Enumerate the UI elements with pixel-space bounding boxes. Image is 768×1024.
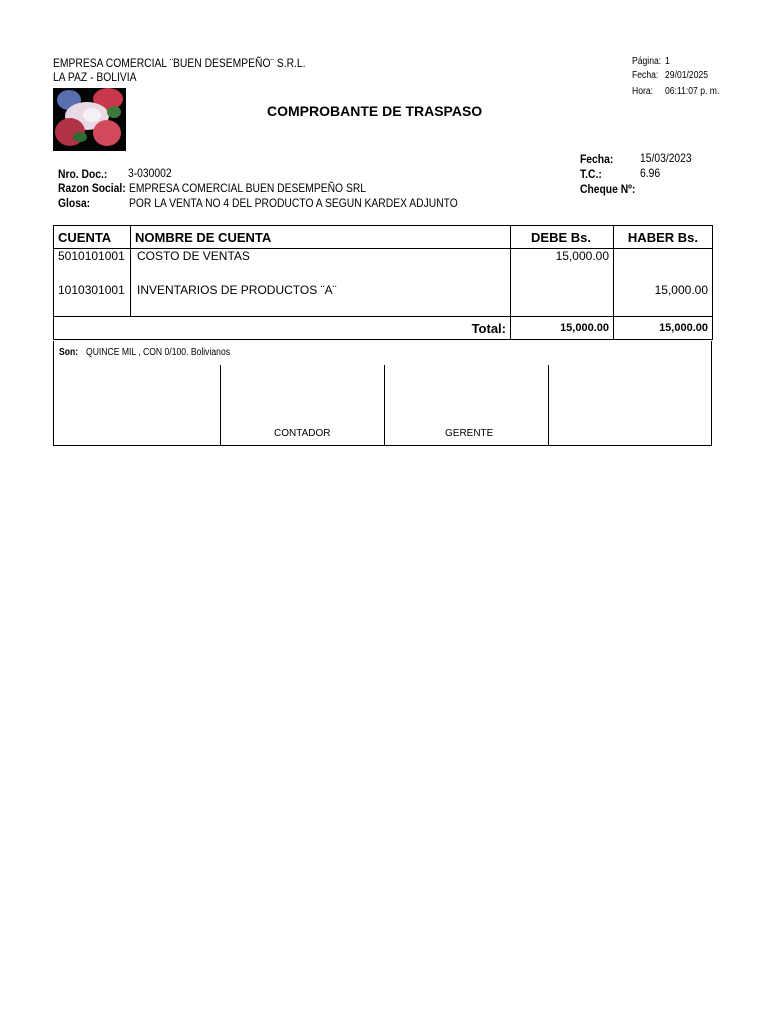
son-value: QUINCE MIL , CON 0/100. Bolivianos [86, 347, 231, 358]
signature-divider [220, 365, 221, 445]
company-location: LA PAZ - BOLIVIA [53, 70, 137, 84]
print-date-label: Fecha: [632, 70, 659, 81]
tc-value: 6.96 [640, 166, 661, 180]
fecha-label: Fecha: [580, 152, 614, 166]
cell-cuenta: 1010301001 [54, 283, 131, 317]
col-header-nombre: NOMBRE DE CUENTA [131, 226, 511, 249]
total-debe: 15,000.00 [511, 317, 614, 340]
razon-social-value: EMPRESA COMERCIAL BUEN DESEMPEÑO SRL [129, 181, 367, 195]
nro-doc-label: Nro. Doc.: [58, 167, 108, 181]
nro-doc-value: 3-030002 [128, 166, 172, 180]
tc-label: T.C.: [580, 167, 602, 181]
cell-haber: 15,000.00 [614, 283, 713, 317]
total-label: Total: [54, 317, 511, 340]
table-header-row [54, 226, 713, 249]
print-time-label: Hora: [632, 86, 654, 97]
table-row [54, 283, 713, 317]
fecha-value: 15/03/2023 [640, 151, 692, 165]
total-row [54, 317, 713, 340]
print-time-value: 06:11:07 p. m. [665, 86, 720, 97]
signature-divider [548, 365, 549, 445]
cell-debe [511, 283, 614, 317]
col-header-debe: DEBE Bs. [511, 226, 614, 249]
accounts-table [53, 225, 713, 340]
company-name: EMPRESA COMERCIAL ¨BUEN DESEMPEÑO¨ S.R.L. [53, 56, 306, 70]
cell-nombre: COSTO DE VENTAS [131, 249, 511, 284]
signature-box [53, 341, 712, 446]
page-label: Página: [632, 56, 662, 67]
glosa-label: Glosa: [58, 196, 91, 210]
cell-haber [614, 249, 713, 284]
contador-signature-label: CONTADOR [274, 428, 331, 439]
son-label: Son: [59, 347, 79, 358]
signature-divider [384, 365, 385, 445]
cell-cuenta: 5010101001 [54, 249, 131, 284]
total-haber: 15,000.00 [614, 317, 713, 340]
print-date-value: 29/01/2025 [665, 70, 709, 81]
document-title: COMPROBANTE DE TRASPASO [267, 103, 483, 119]
cheque-label: Cheque Nº: [580, 182, 636, 196]
cell-nombre: INVENTARIOS DE PRODUCTOS ¨A¨ [131, 283, 511, 317]
col-header-cuenta: CUENTA [54, 226, 131, 249]
glosa-value: POR LA VENTA NO 4 DEL PRODUCTO A SEGUN KARDEX ADJUNTO [129, 196, 458, 210]
razon-social-label: Razon Social: [58, 181, 126, 195]
company-logo-image [53, 88, 126, 151]
col-header-haber: HABER Bs. [614, 226, 713, 249]
table-row [54, 249, 713, 284]
page-number: 1 [665, 56, 670, 67]
gerente-signature-label: GERENTE [445, 428, 494, 439]
cell-debe: 15,000.00 [511, 249, 614, 284]
